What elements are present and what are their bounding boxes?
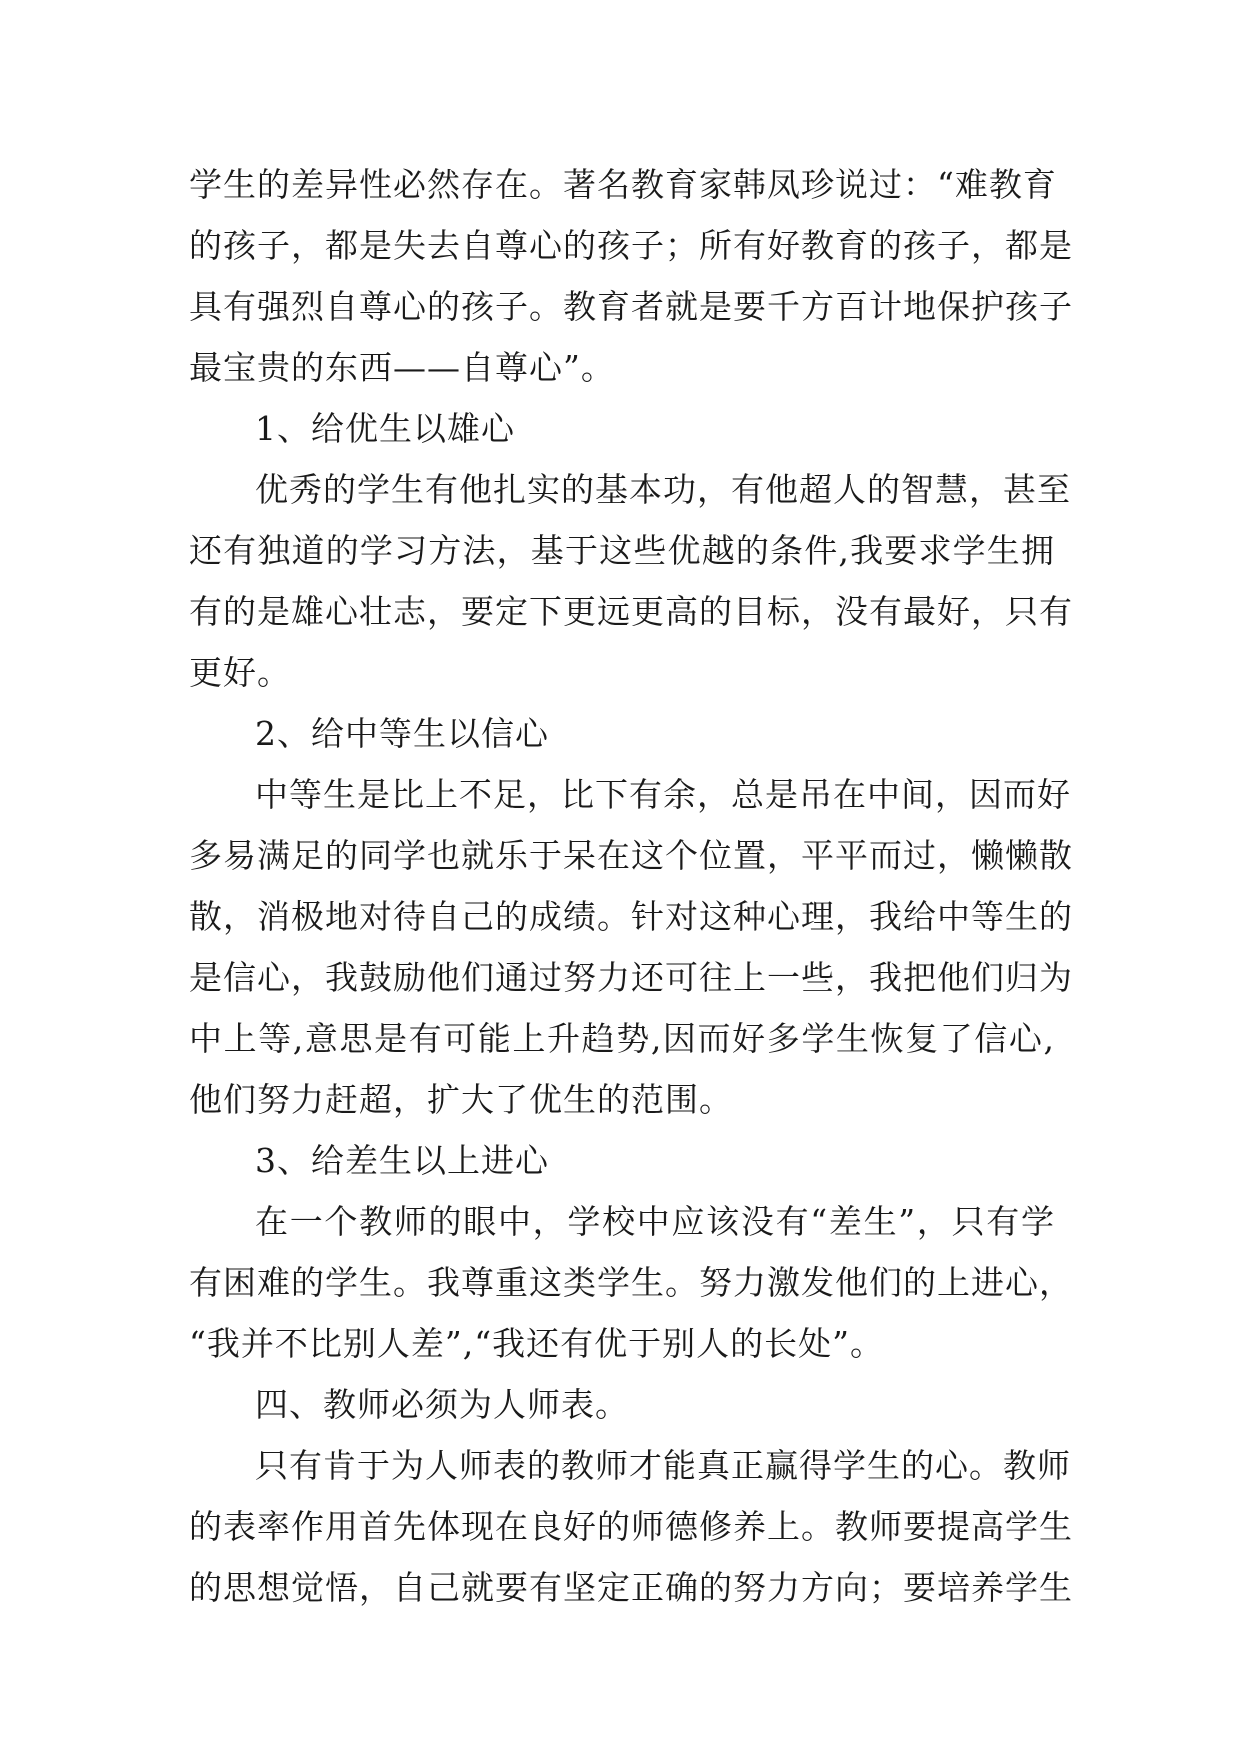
text-line: 具有强烈自尊心的孩子。教育者就是要千方百计地保护孩子: [189, 287, 1073, 326]
text-line: 的表率作用首先体现在良好的师德修养上。教师要提高学生: [189, 1507, 1073, 1546]
heading-line: 3、给差生以上进心: [255, 1141, 549, 1180]
section-heading-struggling-students: [189, 1130, 1055, 1191]
text-line: 中等生是比上不足，比下有余，总是吊在中间，因而好: [255, 775, 1071, 814]
paragraph-middle-students: [189, 764, 1073, 1130]
text-line: 只有肯于为人师表的教师才能真正赢得学生的心。教师: [255, 1446, 1071, 1485]
text-line: 多易满足的同学也就乐于呆在这个位置，平平而过，懒懒散: [189, 836, 1073, 875]
section-heading-top-students: [189, 398, 1055, 459]
text-line: 更好。: [189, 653, 291, 692]
text-line: 他们努力赶超，扩大了优生的范围。: [189, 1080, 733, 1119]
text-line: 散，消极地对待自己的成绩。针对这种心理，我给中等生的: [189, 897, 1073, 936]
document-page: [189, 154, 1073, 1618]
text-line: 的孩子，都是失去自尊心的孩子；所有好教育的孩子，都是: [189, 226, 1073, 265]
heading-line: 1、给优生以雄心: [255, 409, 515, 448]
section-heading-middle-students: [189, 703, 1055, 764]
paragraph-top-students: [189, 459, 1073, 703]
text-line: 最宝贵的东西——自尊心”。: [189, 348, 615, 387]
text-line: 在一个教师的眼中，学校中应该没有“差生”，只有学: [255, 1202, 1055, 1241]
text-line: 是信心，我鼓励他们通过努力还可往上一些，我把他们归为: [189, 958, 1073, 997]
text-line: 有的是雄心壮志，要定下更远更高的目标，没有最好，只有: [189, 592, 1073, 631]
text-line: 优秀的学生有他扎实的基本功，有他超人的智慧，甚至: [255, 470, 1071, 509]
text-line: “我并不比别人差”,“我还有优于别人的长处”。: [189, 1324, 884, 1363]
heading-line: 2、给中等生以信心: [255, 714, 549, 753]
text-line: 还有独道的学习方法，基于这些优越的条件,我要求学生拥: [189, 531, 1055, 570]
text-line: 学生的差异性必然存在。著名教育家韩凤珍说过：“难教育: [189, 165, 1057, 204]
heading-line: 四、教师必须为人师表。: [255, 1385, 629, 1424]
paragraph-struggling-students: [189, 1191, 1073, 1374]
text-line: 有困难的学生。我尊重这类学生。努力激发他们的上进心，: [189, 1263, 1073, 1302]
section-heading-role-model: [189, 1374, 1055, 1435]
text-line: 的思想觉悟，自己就要有坚定正确的努力方向；要培养学生: [189, 1568, 1073, 1607]
paragraph-intro: [189, 154, 1073, 398]
paragraph-role-model: [189, 1435, 1073, 1618]
text-line: 中上等,意思是有可能上升趋势,因而好多学生恢复了信心,: [189, 1019, 1055, 1058]
